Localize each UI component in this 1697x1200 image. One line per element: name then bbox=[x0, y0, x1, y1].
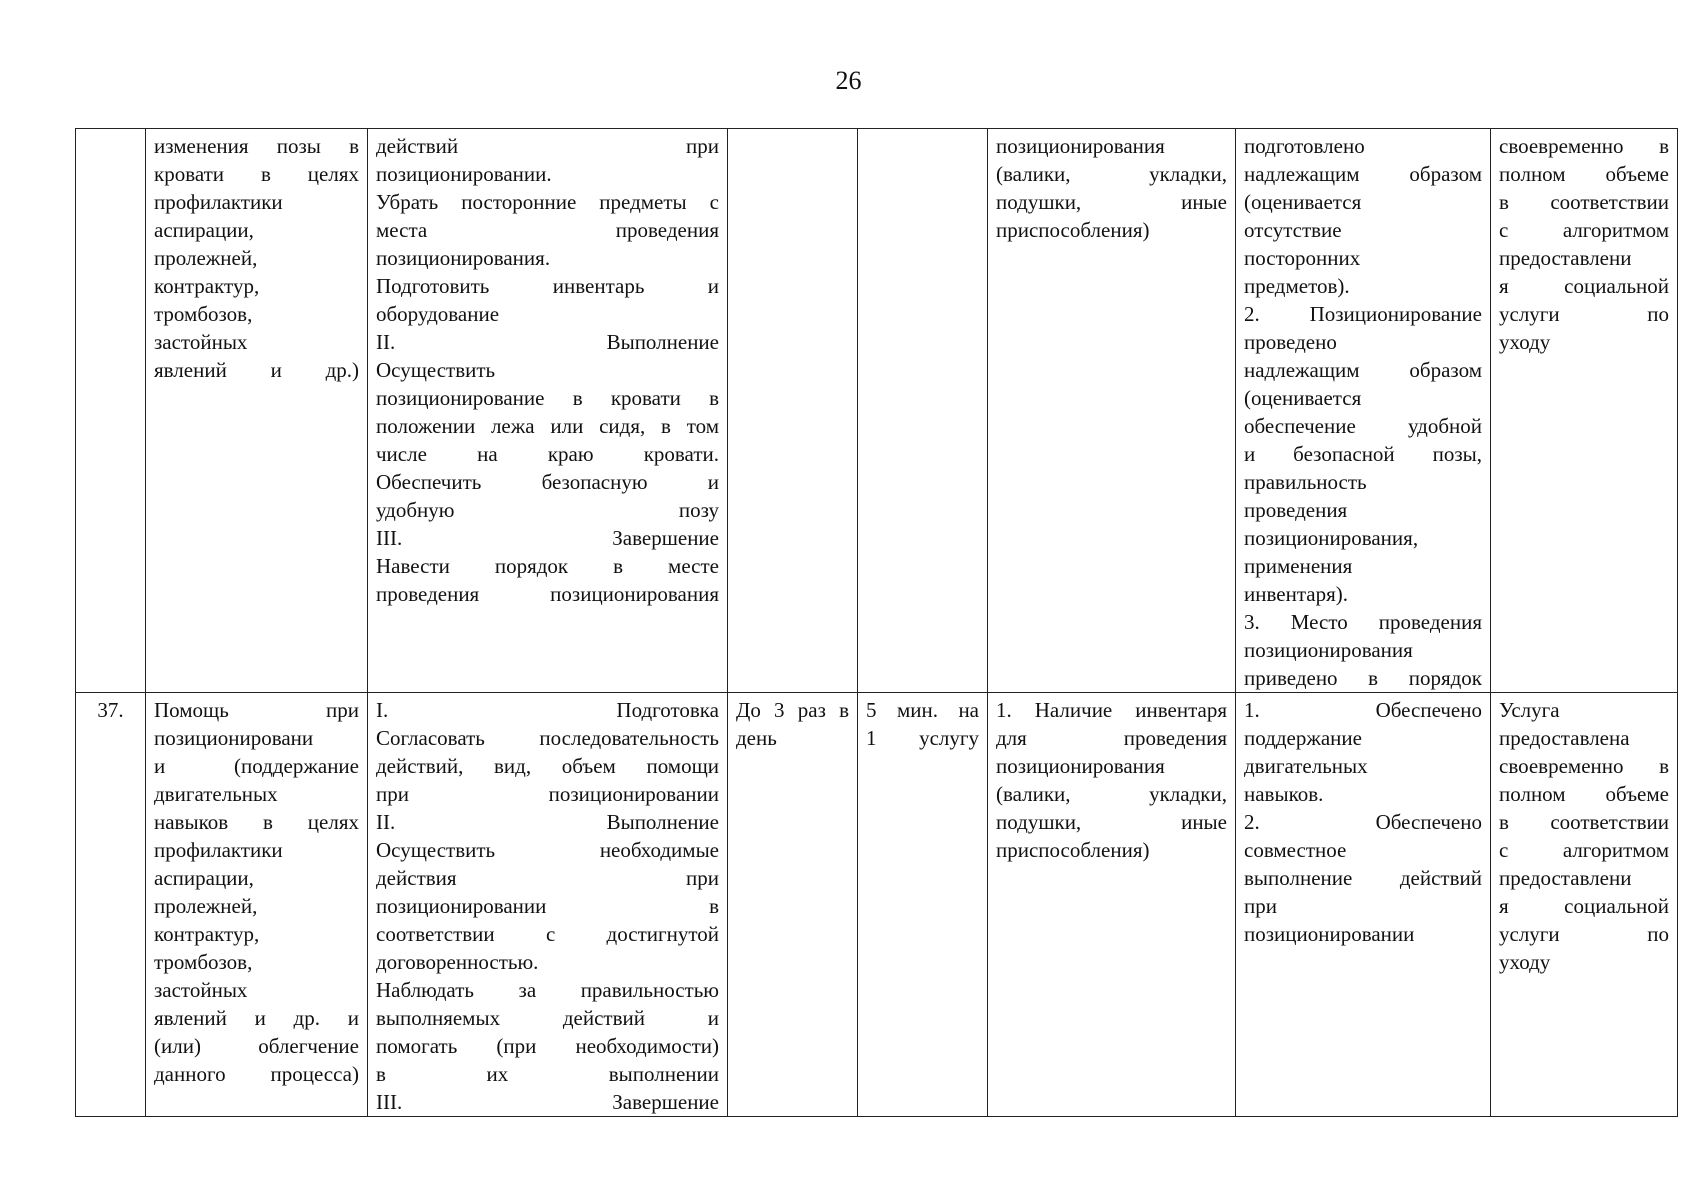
cell-text-line: Услуга bbox=[1499, 698, 1560, 722]
cell-text-line: позиционирования bbox=[996, 754, 1165, 778]
cell-text-line: при bbox=[1244, 894, 1277, 918]
frequency-cell bbox=[728, 129, 858, 693]
cell-text-line: двигательных bbox=[154, 782, 278, 806]
cell-text-line: совместное bbox=[1244, 838, 1347, 862]
cell-text-line: пролежней, bbox=[154, 894, 258, 918]
cell-text-line: кровати в целях bbox=[154, 162, 359, 186]
cell-text-line: позиционирования. bbox=[376, 246, 551, 270]
cell-text-line: действия при bbox=[376, 866, 719, 890]
cell-text-line: я социальной bbox=[1499, 274, 1669, 298]
cell-text-line: Осуществить bbox=[376, 358, 496, 382]
cell-text-line: обеспечение удобной bbox=[1244, 414, 1482, 438]
service-name-cell bbox=[146, 693, 368, 1117]
cell-text-line: приспособления) bbox=[996, 838, 1150, 862]
cell-text-line: 2. Позиционирование bbox=[1244, 302, 1482, 326]
cell-text-line: и (поддержание bbox=[154, 754, 359, 778]
cell-text-line: приведено в порядок bbox=[1244, 666, 1482, 690]
quality-cell bbox=[1236, 693, 1491, 1117]
cell-text-line: своевременно в bbox=[1499, 134, 1669, 158]
cell-text-line: позиционировани bbox=[154, 726, 314, 750]
cell-text-line: 3. Место проведения bbox=[1244, 610, 1482, 634]
cell-text-line: подготовлено bbox=[1244, 134, 1365, 158]
cell-text-line: и безопасной позы, bbox=[1244, 442, 1482, 466]
cell-text-line: двигательных bbox=[1244, 754, 1368, 778]
cell-text-line: посторонних bbox=[1244, 246, 1361, 270]
result-cell bbox=[1491, 693, 1678, 1117]
cell-text-line: 1. Обеспечено bbox=[1244, 698, 1482, 722]
table-row bbox=[76, 129, 1678, 693]
cell-text-line: застойных bbox=[154, 330, 248, 354]
cell-text-line: с алгоритмом bbox=[1499, 838, 1669, 862]
cell-text-line: 2. Обеспечено bbox=[1244, 810, 1482, 834]
cell-text-line: позиционировании в bbox=[376, 894, 719, 918]
cell-text-line: тромбозов, bbox=[154, 950, 253, 974]
conditions-cell bbox=[988, 693, 1236, 1117]
cell-text-line: 1 услугу bbox=[866, 726, 979, 750]
quality-cell bbox=[1236, 129, 1491, 693]
cell-text-line: проведения позиционирования bbox=[376, 582, 719, 606]
service-name-cell bbox=[146, 129, 368, 693]
row-number-cell bbox=[76, 129, 146, 693]
cell-text-line: (валики, укладки, bbox=[996, 162, 1227, 186]
time-cell bbox=[858, 693, 988, 1117]
conditions-cell bbox=[988, 129, 1236, 693]
page-number: 26 bbox=[835, 66, 862, 95]
cell-text-line: II. Выполнение bbox=[376, 330, 719, 354]
cell-text-line: оборудование bbox=[376, 302, 500, 326]
cell-text-line: III. Завершение bbox=[376, 526, 719, 550]
cell-text-line: надлежащим образом bbox=[1244, 358, 1482, 382]
cell-text-line: позиционирование в кровати в bbox=[376, 386, 719, 410]
table-row bbox=[76, 693, 1678, 1117]
cell-text-line: II. Выполнение bbox=[376, 810, 719, 834]
cell-text-line: положении лежа или сидя, в том bbox=[376, 414, 719, 438]
services-table bbox=[75, 128, 1678, 1117]
cell-text-line: день bbox=[736, 726, 777, 750]
cell-text-line: (или) облегчение bbox=[154, 1034, 359, 1058]
cell-text-line: Согласовать последовательность bbox=[376, 726, 719, 750]
cell-text-line: уходу bbox=[1499, 330, 1551, 354]
cell-text-line: предоставлени bbox=[1499, 866, 1632, 890]
cell-text-line: в соответствии bbox=[1499, 810, 1669, 834]
cell-text-line: Помощь при bbox=[154, 698, 359, 722]
cell-text-line: инвентаря). bbox=[1244, 582, 1348, 606]
cell-text-line: надлежащим образом bbox=[1244, 162, 1482, 186]
time-cell bbox=[858, 129, 988, 693]
cell-text-line: явлений и др.) bbox=[154, 358, 359, 382]
cell-text-line: услуги по bbox=[1499, 302, 1669, 326]
cell-text-line: полном объеме bbox=[1499, 782, 1669, 806]
cell-text-line: 5 мин. на bbox=[866, 698, 979, 722]
cell-text-line: профилактики bbox=[154, 838, 283, 862]
cell-text-line: навыков. bbox=[1244, 782, 1324, 806]
cell-text-line: позиционирования bbox=[1244, 638, 1413, 662]
cell-text-line: подушки, иные bbox=[996, 190, 1227, 214]
cell-text-line: в соответствии bbox=[1499, 190, 1669, 214]
cell-text-line: подушки, иные bbox=[996, 810, 1227, 834]
cell-text-line: позиционировании. bbox=[376, 162, 552, 186]
cell-text-line: навыков в целях bbox=[154, 810, 359, 834]
cell-text-line: контрактур, bbox=[154, 274, 260, 298]
cell-text-line: для проведения bbox=[996, 726, 1227, 750]
cell-text-line: Подготовить инвентарь и bbox=[376, 274, 719, 298]
cell-text-line: Обеспечить безопасную и bbox=[376, 470, 719, 494]
cell-text-line: я социальной bbox=[1499, 894, 1669, 918]
cell-text-line: в их выполнении bbox=[376, 1062, 719, 1086]
frequency-cell bbox=[728, 693, 858, 1117]
cell-text-line: I. Подготовка bbox=[376, 698, 719, 722]
cell-text-line: удобную позу bbox=[376, 498, 719, 522]
cell-text-line: уходу bbox=[1499, 950, 1551, 974]
cell-text-line: тромбозов, bbox=[154, 302, 253, 326]
cell-text-line: отсутствие bbox=[1244, 218, 1342, 242]
cell-text-line: действий, вид, объем помощи bbox=[376, 754, 719, 778]
cell-text-line: Навести порядок в месте bbox=[376, 554, 719, 578]
cell-text-line: полном объеме bbox=[1499, 162, 1669, 186]
cell-text-line: предоставлена bbox=[1499, 726, 1630, 750]
cell-text-line: Убрать посторонние предметы с bbox=[376, 190, 719, 214]
cell-text-line: III. Завершение bbox=[376, 1090, 719, 1114]
cell-text-line: (оценивается bbox=[1244, 190, 1362, 214]
cell-text-line: действий при bbox=[376, 134, 719, 158]
cell-text-line: помогать (при необходимости) bbox=[376, 1034, 719, 1058]
cell-text-line: (оценивается bbox=[1244, 386, 1362, 410]
cell-text-line: с алгоритмом bbox=[1499, 218, 1669, 242]
cell-text-line: Наблюдать за правильностью bbox=[376, 978, 719, 1002]
cell-text-line: застойных bbox=[154, 978, 248, 1002]
cell-text-line: своевременно в bbox=[1499, 754, 1669, 778]
procedure-cell bbox=[368, 693, 728, 1117]
cell-text-line: профилактики bbox=[154, 190, 283, 214]
cell-text-line: места проведения bbox=[376, 218, 719, 242]
cell-text-line: числе на краю кровати. bbox=[376, 442, 719, 466]
cell-text-line: выполняемых действий и bbox=[376, 1006, 719, 1030]
cell-text-line: позиционировании bbox=[1244, 922, 1415, 946]
cell-text-line: пролежней, bbox=[154, 246, 258, 270]
cell-text-line: Осуществить необходимые bbox=[376, 838, 719, 862]
cell-text-line: До 3 раз в bbox=[736, 698, 849, 722]
result-cell bbox=[1491, 129, 1678, 693]
cell-text-line: предметов). bbox=[1244, 274, 1350, 298]
cell-text-line: проведено bbox=[1244, 330, 1337, 354]
cell-text-line: позиционирования, bbox=[1244, 526, 1419, 550]
cell-text-line: 1. Наличие инвентаря bbox=[996, 698, 1227, 722]
cell-text-line: явлений и др. и bbox=[154, 1006, 359, 1030]
cell-text-line: позиционирования bbox=[996, 134, 1165, 158]
cell-text-line: соответствии с достигнутой bbox=[376, 922, 719, 946]
cell-text-line: поддержание bbox=[1244, 726, 1362, 750]
cell-text-line: правильность bbox=[1244, 470, 1367, 494]
cell-text-line: контрактур, bbox=[154, 922, 260, 946]
cell-text-line: применения bbox=[1244, 554, 1353, 578]
cell-text-line: изменения позы в bbox=[154, 134, 359, 158]
cell-text-line: (валики, укладки, bbox=[996, 782, 1227, 806]
cell-text-line: при позиционировании bbox=[376, 782, 719, 806]
cell-text-line: проведения bbox=[1244, 498, 1348, 522]
cell-text-line: аспирации, bbox=[154, 866, 254, 890]
row-number-cell: 37. bbox=[76, 693, 146, 1117]
cell-text-line: данного процесса) bbox=[154, 1062, 359, 1086]
cell-text-line: услуги по bbox=[1499, 922, 1669, 946]
cell-text-line: договоренностью. bbox=[376, 950, 539, 974]
cell-text-line: выполнение действий bbox=[1244, 866, 1482, 890]
procedure-cell bbox=[368, 129, 728, 693]
cell-text-line: аспирации, bbox=[154, 218, 254, 242]
cell-text-line: приспособления) bbox=[996, 218, 1150, 242]
cell-text-line: предоставлени bbox=[1499, 246, 1632, 270]
